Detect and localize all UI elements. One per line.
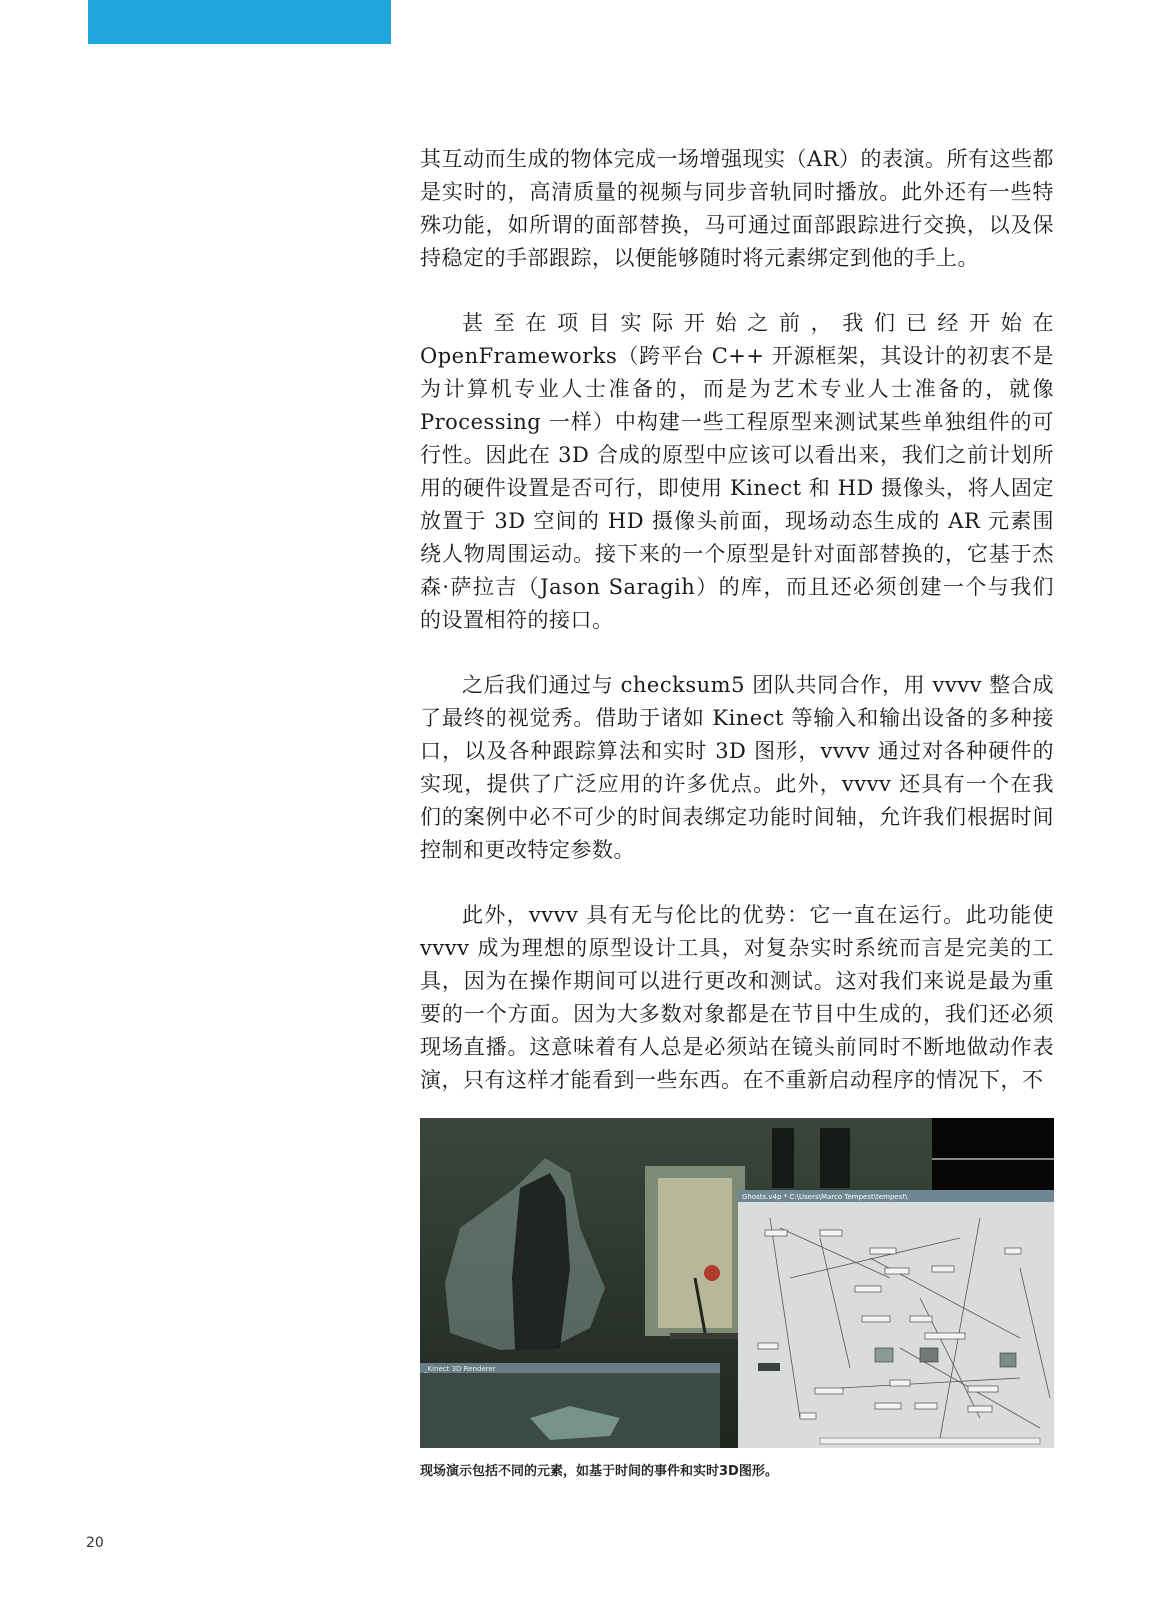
patch-bottom-node	[820, 1438, 1040, 1444]
patch-window-title: Ghosts.v4p * C:\Users\Marco Tempest\tempest\	[742, 1193, 908, 1201]
paragraph-2: 甚至在项目实际开始之前，我们已经开始在OpenFrameworks（跨平台 C++ 开源框架，其设计的初衷不是为计算机专业人士准备的，而是为艺术专业人士准备的，就像 Processing 一样）中构建一些工程原型来测试某些单独组件的可行性。因此在 3D 合成的原型中应该可以看出来，我们之前计划所用的硬件设置是否可行，即使用 Kinect 和 HD 摄像头，将人固定放置于 3D 空间的 HD 摄像头前面，现场动态生成的 AR 元素围绕人物周围运动。接下来的一个原型是针对面部替换的，它基于杰森·萨拉吉（Jason Saragih）的库，而且还必须创建一个与我们的设置相符的接口。	[420, 311, 1054, 632]
wall-panel	[772, 1128, 794, 1188]
patch-value-box	[758, 1363, 780, 1371]
wall-panel	[820, 1128, 850, 1188]
figure-caption: 现场演示包括不同的元素，如基于时间的事件和实时3D图形。	[420, 1464, 778, 1479]
doorway-light	[658, 1178, 732, 1328]
body-text	[420, 143, 1054, 1129]
paragraph-4: 此外，vvvv 具有无与伦比的优势：它一直在运行。此功能使 vvvv 成为理想的原型设计工具，对复杂实时系统而言是完美的工具，因为在操作期间可以进行更改和测试。这对我们来说是最为重要的一个方面。因为大多数对象都是在节目中生成的，我们还必须现场直播。这意味着有人总是必须站在镜头前同时不断地做动作表演，只有这样才能看到一些东西。在不重新启动程序的情况下，不	[420, 903, 1054, 1092]
black-screen	[932, 1118, 1054, 1192]
performance-photo	[420, 1118, 1054, 1448]
photo-scene	[420, 1118, 1054, 1448]
paragraph-3: 之后我们通过与 checksum5 团队共同合作，用 vvvv 整合成了最终的视觉秀。借助于诸如 Kinect 等输入和输出设备的多种接口，以及各种跟踪算法和实时 3D 图形，vvvv 通过对各种硬件的实现，提供了广泛应用的许多优点。此外，vvvv 还具有一个在我们的案例中必不可少的时间表绑定功能时间轴，允许我们根据时间控制和更改特定参数。	[420, 673, 1054, 862]
desk	[670, 1333, 740, 1339]
performer-silhouette	[512, 1173, 570, 1350]
lamp-shade	[704, 1265, 720, 1281]
accent-bar	[88, 0, 391, 44]
screen-divider	[932, 1158, 1054, 1160]
patch-preview-node	[920, 1348, 938, 1362]
page-number: 20	[86, 1535, 104, 1551]
kinect-window-title: _Kinect 3D Renderer	[424, 1365, 496, 1373]
paragraph-1: 其互动而生成的物体完成一场增强现实（AR）的表演。所有这些都是实时的，高清质量的视频与同步音轨同时播放。此外还有一些特殊功能，如所谓的面部替换，马可通过面部跟踪进行交换，以及保持稳定的手部跟踪，以便能够随时将元素绑定到他的手上。	[420, 147, 1054, 270]
patch-preview-node	[1000, 1353, 1016, 1367]
patch-preview-node	[875, 1348, 893, 1362]
